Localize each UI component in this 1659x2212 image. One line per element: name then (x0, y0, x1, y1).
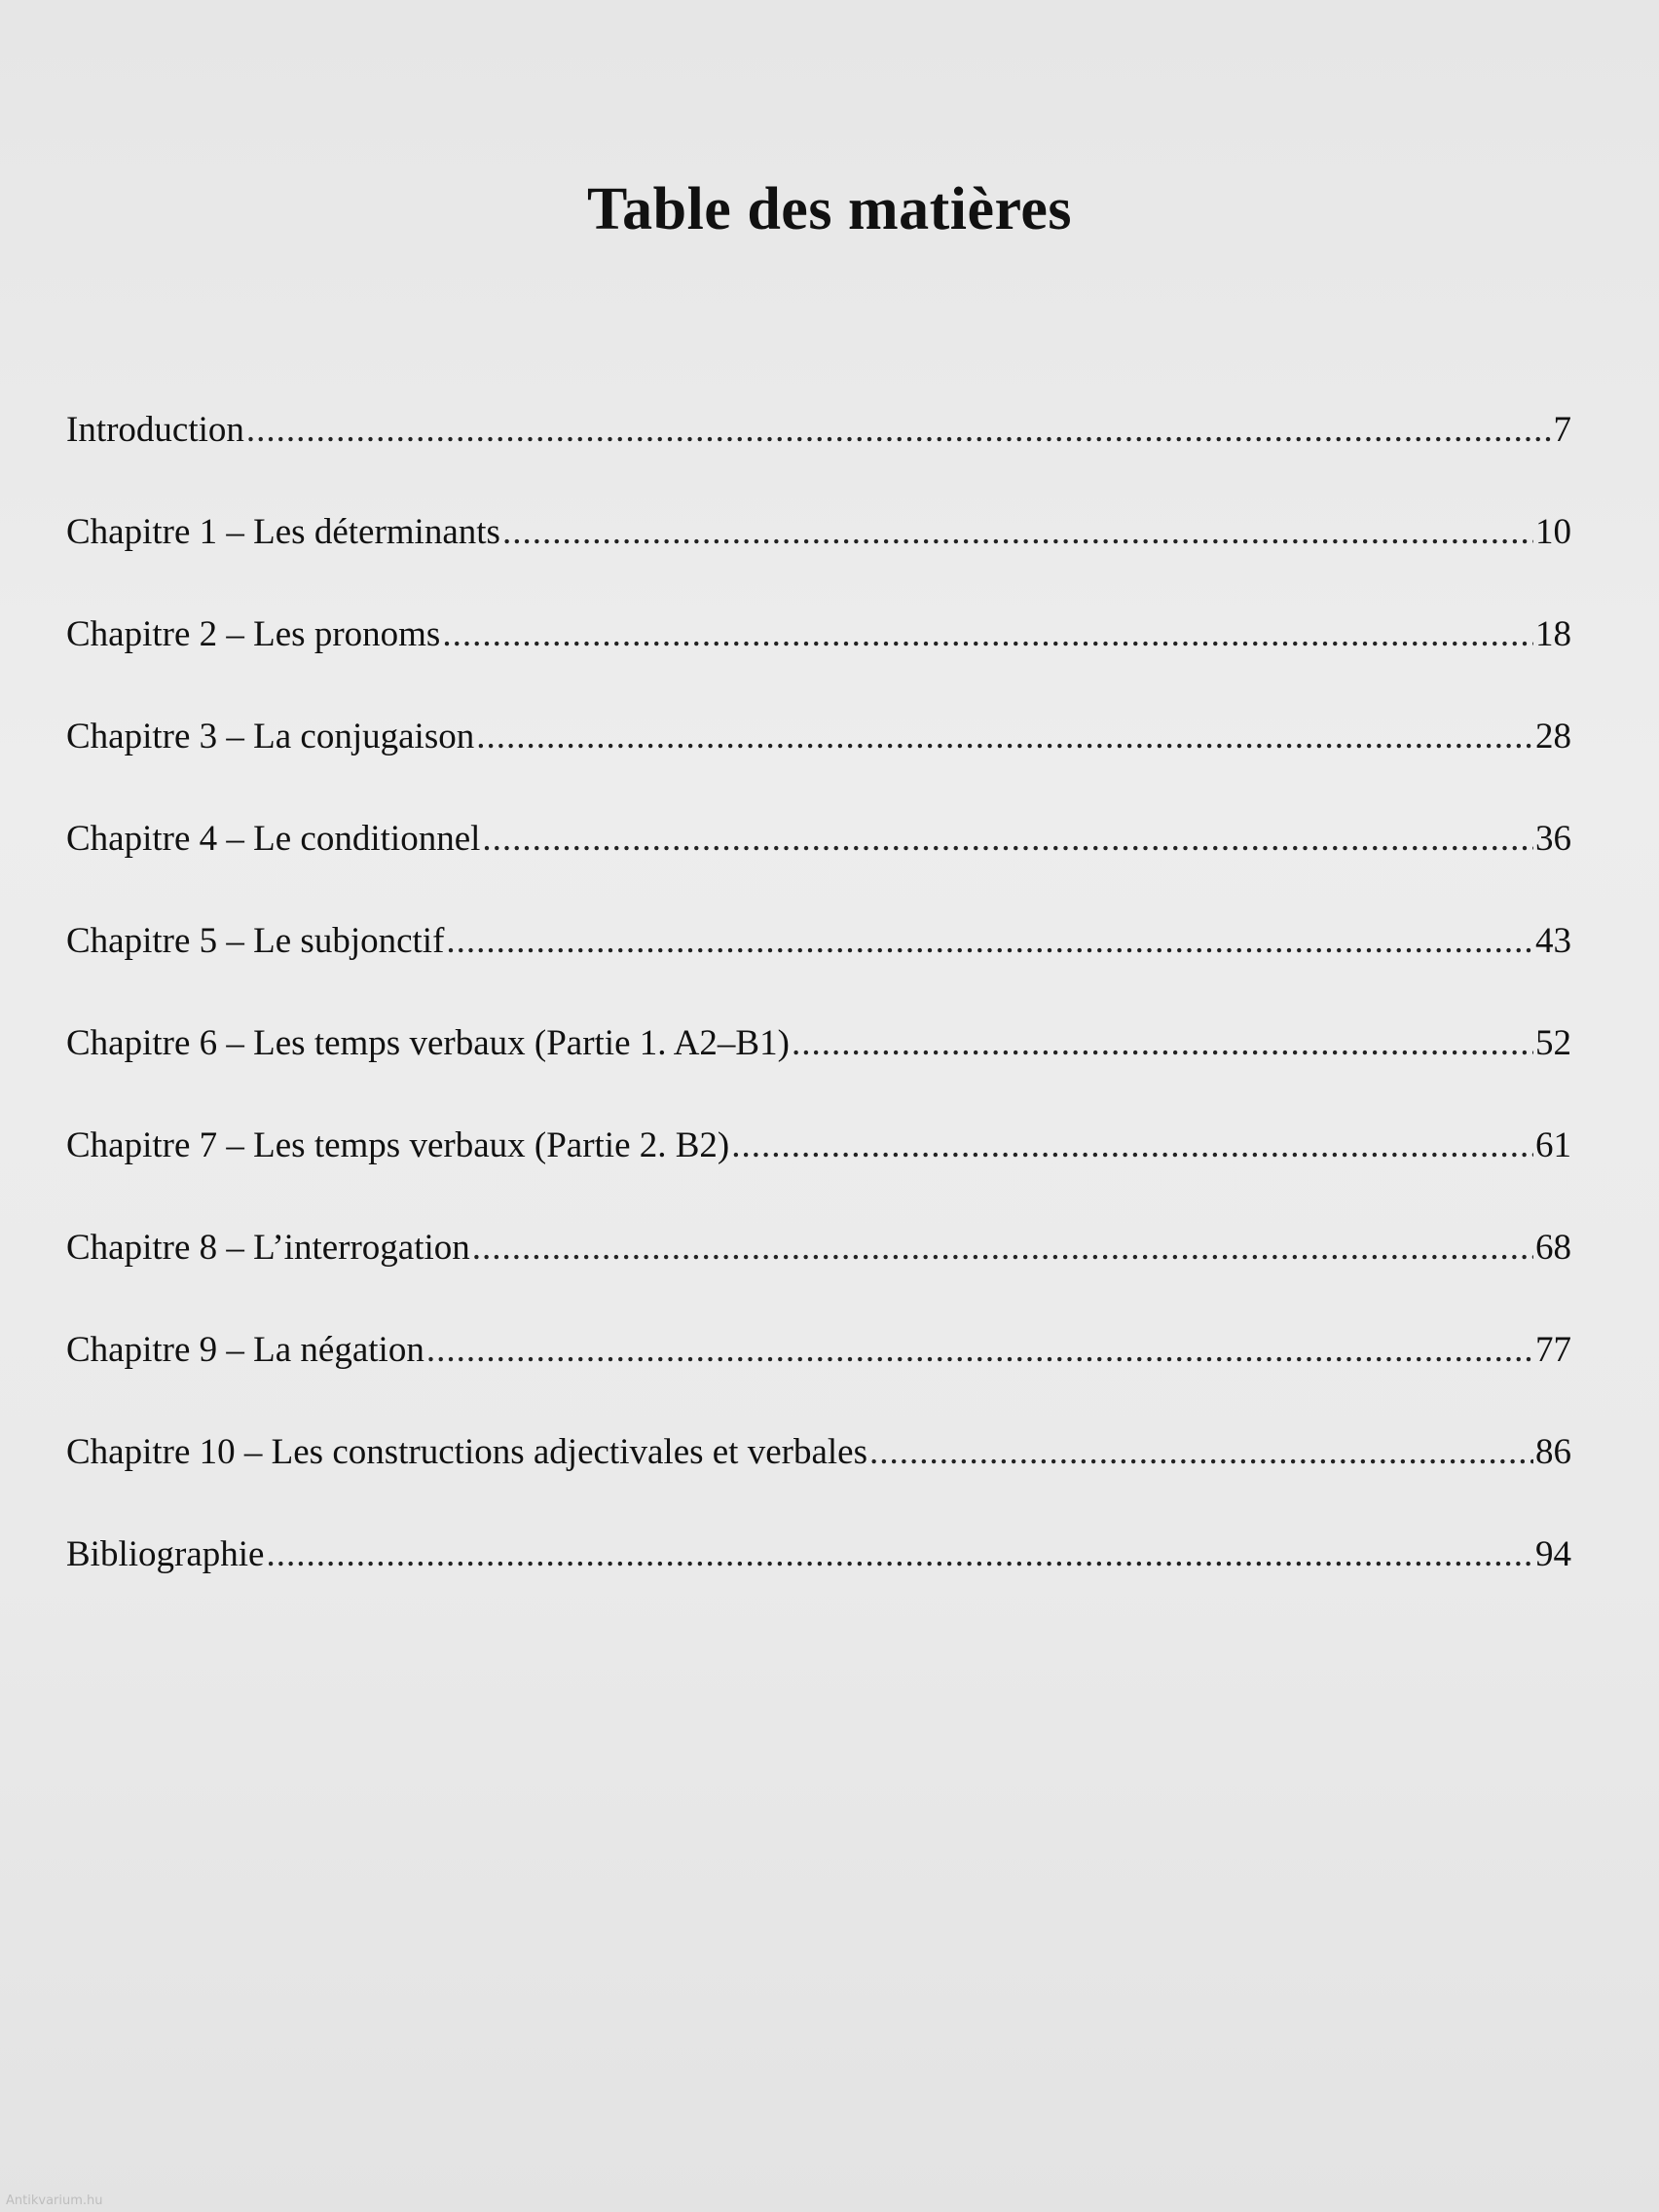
toc-entry-page: 43 (1535, 921, 1571, 961)
dot-leader (502, 503, 1533, 562)
toc-entry-page: 61 (1535, 1125, 1571, 1165)
toc-entry-page: 94 (1535, 1534, 1571, 1574)
toc-entry-chapitre-3 (66, 708, 1571, 810)
toc-entry-label: Chapitre 5 – Le subjonctif (66, 921, 445, 961)
dot-leader (442, 606, 1533, 664)
table-of-contents (66, 401, 1571, 1628)
dot-leader (476, 708, 1533, 766)
dot-leader (266, 1526, 1533, 1584)
toc-entry-label: Chapitre 7 – Les temps verbaux (Partie 2. B2) (66, 1125, 730, 1165)
dot-leader (731, 1117, 1533, 1175)
toc-entry-chapitre-2 (66, 606, 1571, 708)
toc-entry-chapitre-10 (66, 1423, 1571, 1526)
dot-leader (792, 1014, 1533, 1073)
toc-entry-introduction (66, 401, 1571, 503)
toc-entry-page: 28 (1535, 717, 1571, 756)
toc-entry-label: Bibliographie (66, 1534, 265, 1574)
toc-entry-label: Introduction (66, 410, 244, 450)
toc-entry-label: Chapitre 6 – Les temps verbaux (Partie 1. A2–B1) (66, 1023, 790, 1063)
toc-entry-label: Chapitre 8 – L’interrogation (66, 1228, 470, 1268)
toc-entry-label: Chapitre 4 – Le conditionnel (66, 819, 481, 859)
dot-leader (472, 1219, 1533, 1277)
toc-entry-chapitre-8 (66, 1219, 1571, 1321)
toc-entry-page: 77 (1535, 1330, 1571, 1370)
toc-entry-chapitre-5 (66, 912, 1571, 1014)
dot-leader (482, 810, 1533, 868)
dot-leader (426, 1321, 1533, 1380)
dot-leader (246, 401, 1552, 460)
toc-entry-chapitre-1 (66, 503, 1571, 606)
toc-entry-page: 68 (1535, 1228, 1571, 1268)
toc-entry-page: 7 (1553, 410, 1571, 450)
toc-entry-chapitre-9 (66, 1321, 1571, 1423)
toc-entry-label: Chapitre 9 – La négation (66, 1330, 424, 1370)
toc-entry-page: 52 (1535, 1023, 1571, 1063)
toc-entry-page: 86 (1535, 1432, 1571, 1472)
toc-entry-chapitre-6 (66, 1014, 1571, 1117)
dot-leader (869, 1423, 1533, 1482)
toc-entry-chapitre-7 (66, 1117, 1571, 1219)
dot-leader (446, 912, 1533, 971)
toc-entry-page: 10 (1535, 512, 1571, 552)
toc-entry-label: Chapitre 1 – Les déterminants (66, 512, 500, 552)
toc-entry-page: 36 (1535, 819, 1571, 859)
toc-entry-page: 18 (1535, 614, 1571, 654)
page-title: Table des matières (586, 176, 1073, 242)
toc-entry-label: Chapitre 3 – La conjugaison (66, 717, 475, 756)
toc-entry-bibliographie (66, 1526, 1571, 1628)
toc-entry-label: Chapitre 10 – Les constructions adjectivales et verbales (66, 1432, 867, 1472)
toc-entry-label: Chapitre 2 – Les pronoms (66, 614, 441, 654)
watermark-text: Antikvarium.hu (6, 2194, 103, 2208)
toc-entry-chapitre-4 (66, 810, 1571, 912)
